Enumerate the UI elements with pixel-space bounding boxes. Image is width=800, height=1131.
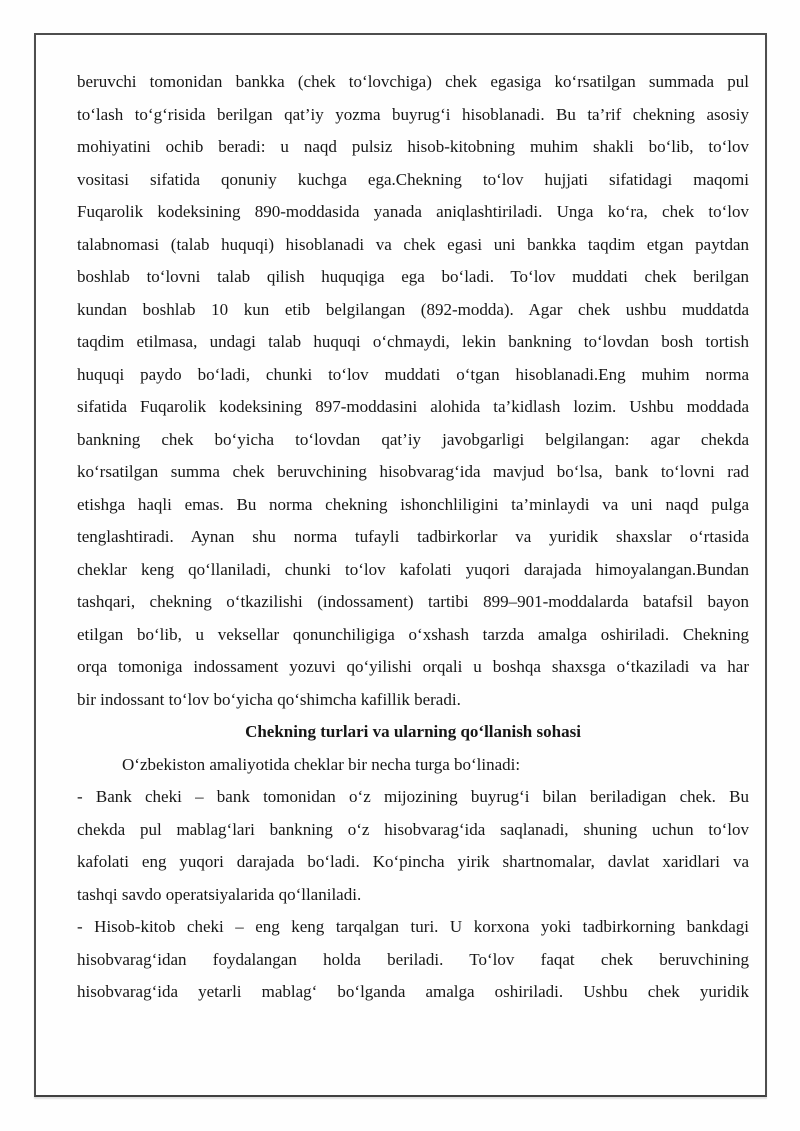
heading-text: Chekning turlari va ularning qoʻllanish sohasi	[245, 722, 581, 741]
text-line: - Bank cheki – bank tomonidan oʻz mijozining buyrugʻi bilan beriladigan chek. Bu	[77, 787, 749, 806]
text-line: mohiyatini ochib beradi: u naqd pulsiz hisob-kitobning muhim shakli boʻlib, toʻlov	[77, 137, 749, 156]
text-line: boshlab toʻlovni talab qilish huquqiga ega boʻladi. Toʻlov muddati chek berilgan	[77, 267, 749, 286]
text-line: toʻlash toʻgʻrisida berilgan qat’iy yozma buyrugʻi hisoblanadi. Bu ta’rif chekning asosiy	[77, 104, 749, 124]
text-line: tenglashtiradi. Aynan shu norma tufayli tadbirkorlar va yuridik shaxslar oʻrtasida	[77, 527, 749, 546]
text-line: huquqi paydo boʻladi, chunki toʻlov muddati oʻtgan hisoblanadi.Eng muhim norma	[77, 364, 749, 384]
text-line: cheklar keng qoʻllaniladi, chunki toʻlov kafolati yuqori darajada himoyalangan.Bundan	[77, 559, 749, 579]
text-line: hisobvaragʻidan foydalangan holda beriladi. Toʻlov faqat chek beruvchining	[77, 949, 749, 969]
text-line: talabnomasi (talab huquqi) hisoblanadi va chek egasi uni bankka taqdim etgan paytdan	[77, 234, 749, 254]
text-line: etishga haqli emas. Bu norma chekning ishonchliligini ta’minlaydi va uni naqd pulga	[77, 494, 749, 514]
text-line: tashqari, chekning oʻtkazilishi (indossament) tartibi 899–901-moddalarda batafsil bayon	[77, 592, 749, 611]
text-line: taqdim etilmasa, undagi talab huquqi oʻchmaydi, lekin bankning toʻlovdan bosh tortish	[77, 332, 749, 351]
text-line: bankning chek boʻyicha toʻlovdan qat’iy javobgarligi belgilangan: agar chekda	[77, 429, 749, 449]
text-line: etilgan boʻlib, u veksellar qonunchiligiga oʻxshash tarzda amalga oshiriladi. Chekning	[77, 624, 749, 644]
text-line: sifatida Fuqarolik kodeksining 897-moddasini alohida ta’kidlash lozim. Ushbu moddada	[77, 397, 749, 416]
text-line: bir indossant toʻlov boʻyicha qoʻshimcha kafillik beradi.	[77, 689, 461, 709]
text-line: kundan boshlab 10 kun etib belgilangan (892-modda). Agar chek ushbu muddatda	[77, 299, 749, 319]
paragraph	[77, 66, 749, 716]
text-line: hisobvaragʻida yetarli mablagʻ boʻlganda amalga oshiriladi. Ushbu chek yuridik	[77, 982, 749, 1001]
document-content	[77, 66, 749, 1009]
text-line: vositasi sifatida qonuniy kuchga ega.Chekning toʻlov hujjati sifatidagi maqomi	[77, 169, 749, 189]
paragraph	[77, 781, 749, 911]
paragraph	[77, 749, 749, 782]
text-line: orqa tomoniga indossament yozuvi qoʻyilishi orqali u boshqa shaxsga oʻtkaziladi va har	[77, 657, 749, 676]
text-line: Oʻzbekiston amaliyotida cheklar bir necha turga boʻlinadi:	[122, 754, 521, 774]
text-line: kafolati eng yuqori darajada boʻladi. Koʻpincha yirik shartnomalar, davlat xaridlari va	[77, 852, 749, 871]
text-line: - Hisob-kitob cheki – eng keng tarqalgan turi. U korxona yoki tadbirkorning bankdagi	[77, 917, 749, 936]
section-heading	[77, 716, 749, 749]
text-line: Fuqarolik kodeksining 890-moddasida yanada aniqlashtiriladi. Unga koʻra, chek toʻlov	[77, 202, 749, 221]
paragraph	[77, 911, 749, 1009]
text-line: chekda pul mablagʻlari bankning oʻz hisobvaragʻida saqlanadi, shuning uchun toʻlov	[77, 819, 749, 839]
text-line: tashqi savdo operatsiyalarida qoʻllaniladi.	[77, 884, 362, 904]
text-line: koʻrsatilgan summa chek beruvchining hisobvaragʻida mavjud boʻlsa, bank toʻlovni rad	[77, 462, 749, 481]
text-line: beruvchi tomonidan bankka (chek toʻlovchiga) chek egasiga koʻrsatilgan summada pul	[77, 72, 749, 91]
